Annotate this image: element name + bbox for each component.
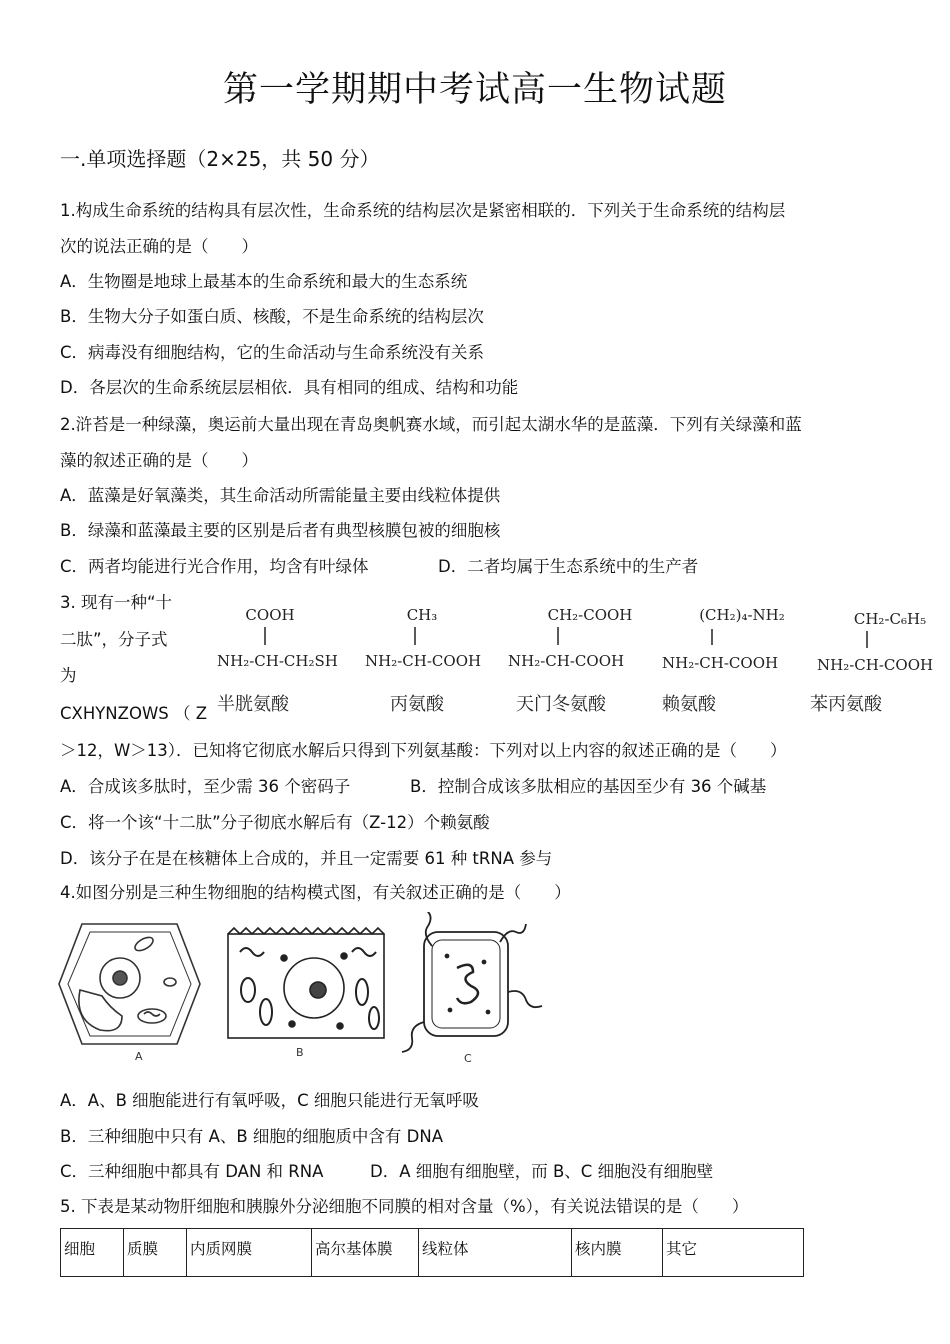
cell-label-a: A [135,1050,143,1063]
table-header-row [61,1229,804,1277]
table-header-cell: 内质网膜 [187,1229,312,1277]
cysteine-top-group: COOH [245,606,295,624]
lysine-name: 赖氨酸 [662,694,716,715]
q3-option-b: B．控制合成该多肽相应的基因至少有 36 个碱基 [410,777,767,796]
q4-option-b: B．三种细胞中只有 A、B 细胞的细胞质中含有 DNA [60,1127,443,1146]
q3-stem-line5: ＞12，W＞13）．已知将它彻底水解后只得到下列氨基酸：下列对以上内容的叙述正确的是（ ） [60,741,787,760]
animal-cell-b [228,928,384,1038]
cysteine-structure [217,606,338,715]
q2-option-d: D．二者均属于生态系统中的生产者 [438,557,699,576]
aspartic-acid-backbone: NH₂-CH-COOH [508,652,625,670]
lysine-top-group: (CH₂)₄-NH₂ [699,606,785,624]
table-header-cell: 核内膜 [572,1229,663,1277]
lysine-backbone: NH₂-CH-COOH [662,654,779,672]
q3-option-a: A．合成该多肽时，至少需 36 个密码子 [60,777,351,796]
q1-option-b: B．生物大分子如蛋白质、核酸，不是生命系统的结构层次 [60,307,484,326]
q3-stem-line2: 二肽”，分子式 [60,630,168,649]
q3-stem-line3: 为 [60,666,77,685]
section-heading: 一.单项选择题（2×25，共 50 分） [60,147,380,171]
alanine-structure [365,606,481,715]
table-header-cell: 质膜 [124,1229,187,1277]
q1-option-d: D．各层次的生命系统层层相依．具有相同的组成、结构和功能 [60,378,519,397]
phenylalanine-top-group: CH₂-C₆H₅ [853,610,927,628]
phenylalanine-name: 苯丙氨酸 [810,694,882,715]
amino-acid-structures-figure [212,600,942,725]
lysine-structure [662,606,785,715]
q2-stem-line2: 藻的叙述正确的是（ ） [60,451,258,470]
q1-stem-line1: 1.构成生命系统的结构具有层次性，生命系统的结构层次是紧密相联的．下列关于生命系统的结构层 [60,201,786,220]
table-header-cell: 细胞 [61,1229,124,1277]
cell-label-c: C [464,1052,472,1065]
q2-stem-line1: 2.浒苔是一种绿藻，奥运前大量出现在青岛奥帆赛水域，而引起太湖水华的是蓝藻．下列有关绿藻和蓝 [60,415,802,434]
q4-stem: 4.如图分别是三种生物细胞的结构模式图，有关叙述正确的是（ ） [60,883,571,902]
q1-stem-line2: 次的说法正确的是（ ） [60,237,258,256]
table-header-cell: 线粒体 [419,1229,572,1277]
q2-option-a: A．蓝藻是好氧藻类，其生命活动所需能量主要由线粒体提供 [60,486,501,505]
aspartic-acid-top-group: CH₂-COOH [547,606,633,624]
table-header-cell: 其它 [663,1229,804,1277]
q4-option-c: C．三种细胞中都具有 DAN 和 RNA [60,1162,324,1181]
cell-label-b: B [296,1046,304,1059]
q2-option-c: C．两者均能进行光合作用，均含有叶绿体 [60,557,369,576]
cysteine-backbone: NH₂-CH-CH₂SH [217,652,338,670]
q1-option-c: C．病毒没有细胞结构，它的生命活动与生命系统没有关系 [60,343,485,362]
aspartic-acid-name: 天门冬氨酸 [516,694,606,715]
q3-option-d: D．该分子在是在核糖体上合成的，并且一定需要 61 种 tRNA 参与 [60,849,553,868]
cysteine-name: 半胱氨酸 [217,694,289,715]
alanine-top-group: CH₃ [406,606,438,624]
plant-cell-a [59,924,200,1044]
phenylalanine-structure [810,610,933,715]
alanine-backbone: NH₂-CH-COOH [365,652,482,670]
phenylalanine-backbone: NH₂-CH-COOH [817,656,934,674]
cell-diagrams-figure [52,912,552,1072]
table-header-cell: 高尔基体膜 [312,1229,419,1277]
q3-stem-line1: 3. 现有一种“十 [60,593,173,612]
alanine-name: 丙氨酸 [390,694,444,715]
q3-stem-line4: CXHYNZOWS （ Z [60,704,208,723]
q5-stem: 5. 下表是某动物肝细胞和胰腺外分泌细胞不同膜的相对含量（%），有关说法错误的是（ ） [60,1197,749,1216]
membrane-content-table [60,1228,804,1277]
q2-option-b: B．绿藻和蓝藻最主要的区别是后者有典型核膜包被的细胞核 [60,521,501,540]
q1-option-a: A．生物圈是地球上最基本的生命系统和最大的生态系统 [60,272,468,291]
q3-option-c: C．将一个该“十二肽”分子彻底水解后有（Z-12）个赖氨酸 [60,813,490,832]
bacterial-cell-c [402,912,542,1052]
q4-option-d: D．A 细胞有细胞壁，而 B、C 细胞没有细胞壁 [370,1162,714,1181]
page-title: 第一学期期中考试高一生物试题 [222,70,727,110]
q4-option-a: A．A、B 细胞能进行有氧呼吸，C 细胞只能进行无氧呼吸 [60,1091,479,1110]
aspartic-acid-structure [508,606,632,715]
